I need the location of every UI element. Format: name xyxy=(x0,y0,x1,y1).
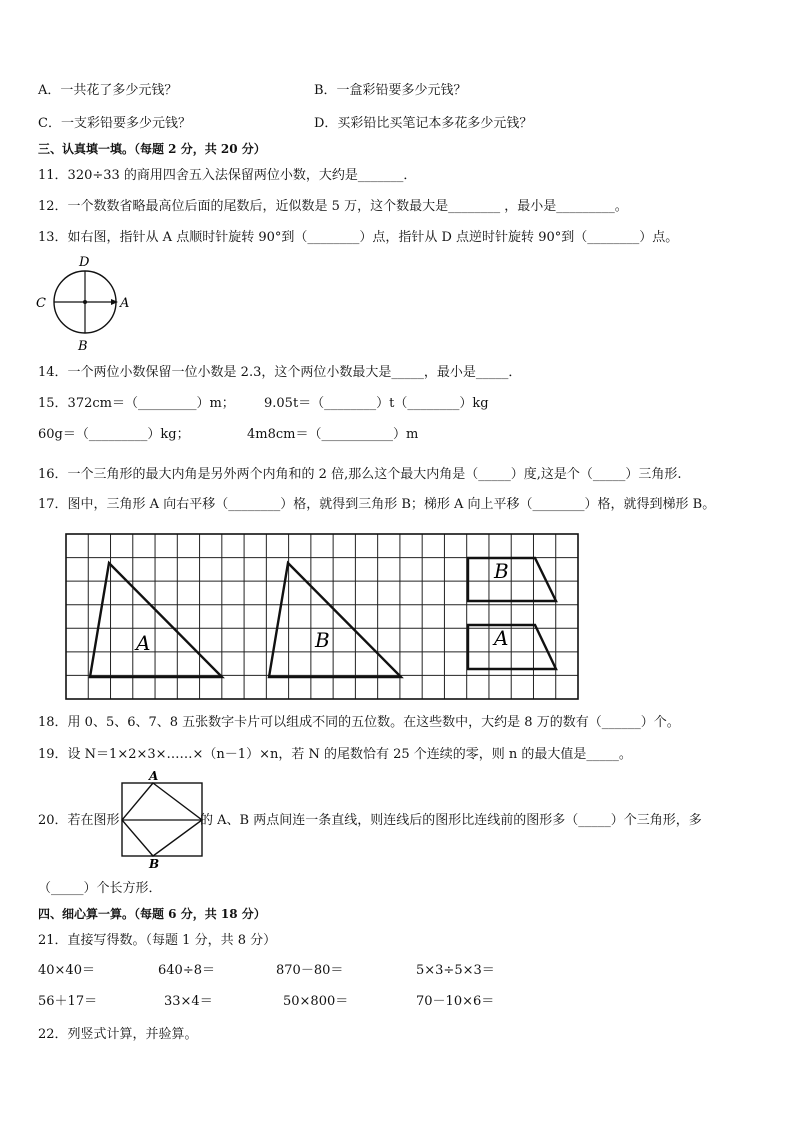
section-4-heading: 四、细心算一算。（每题 6 分，共 18 分） xyxy=(38,907,266,921)
question-12: 12．一个数数省略最高位后面的尾数后，近似数是 5 万，这个数最大是________ ，最小是_________。 xyxy=(38,199,628,214)
question-15-part-3: 60g＝（_________）kg； xyxy=(38,427,190,442)
clock-figure xyxy=(36,252,146,354)
clock-label-c: C xyxy=(36,296,46,311)
clock-label-a: A xyxy=(120,296,130,311)
triangle-a-shape xyxy=(90,563,222,677)
rectangle-rhombus-figure xyxy=(118,768,208,872)
rect-label-b: B xyxy=(149,857,160,871)
triangle-a-label: A xyxy=(136,631,151,655)
calc-item: 50×800＝ xyxy=(283,994,349,1009)
question-15-part-2: 9.05t＝（________）t（________）kg xyxy=(264,396,489,411)
calc-item: 870－80＝ xyxy=(276,963,344,978)
trapezoid-b-label: B xyxy=(494,559,509,583)
rect-label-a: A xyxy=(149,769,159,783)
question-15-part-4: 4m8cm＝（___________）m xyxy=(247,427,419,442)
question-19: 19．设 N＝1×2×3×……×（n－1）×n，若 N 的尾数恰有 25 个连续的零，则 n 的最大值是_____。 xyxy=(38,747,632,762)
question-18: 18．用 0、5、6、7、8 五张数字卡片可以组成不同的五位数。在这些数中，大约是 8 万的数有（______）个。 xyxy=(38,715,680,730)
trapezoid-a-label: A xyxy=(494,626,509,650)
question-11: 11．320÷33 的商用四舍五入法保留两位小数，大约是_______． xyxy=(38,168,417,183)
calc-item: 40×40＝ xyxy=(38,963,95,978)
clock-label-b: B xyxy=(78,339,88,354)
question-20-end: （_____）个长方形． xyxy=(38,881,162,896)
question-20-start: 20．若在图形 xyxy=(38,813,120,828)
section-3-heading: 三、认真填一填。（每题 2 分，共 20 分） xyxy=(38,142,266,156)
trapezoid-b-shape xyxy=(468,558,556,601)
question-21-title: 21．直接写得数。（每题 1 分，共 8 分） xyxy=(38,933,277,948)
option-c: C．一支彩铅要多少元钱？ xyxy=(38,116,191,131)
calc-item: 70－10×6＝ xyxy=(416,994,495,1009)
translation-grid-figure xyxy=(66,534,580,700)
calc-item: 5×3÷5×3＝ xyxy=(416,963,495,978)
calc-item: 56＋17＝ xyxy=(38,994,98,1009)
option-b: B．一盒彩铅要多少元钱？ xyxy=(314,83,467,98)
trapezoid-a-shape xyxy=(468,625,556,669)
question-13: 13．如右图，指针从 A 点顺时针旋转 90°到（________）点，指针从 D 点逆时针旋转 90°到（________）点。 xyxy=(38,230,679,245)
clock-label-d: D xyxy=(79,255,90,270)
question-16: 16．一个三角形的最大内角是另外两个内角和的 2 倍,那么这个最大内角是（_____）度,这是个（_____）三角形. xyxy=(38,467,682,482)
question-22: 22．列竖式计算，并验算。 xyxy=(38,1027,198,1042)
question-17: 17．图中，三角形 A 向右平移（________）格，就得到三角形 B；梯形 A 向上平移（________）格，就得到梯形 B。 xyxy=(38,497,716,512)
calc-item: 33×4＝ xyxy=(164,994,213,1009)
question-14: 14．一个两位小数保留一位小数是 2.3，这个两位小数最大是_____，最小是_____． xyxy=(38,365,522,380)
question-20-middle: 的 A、B 两点间连一条直线，则连线后的图形比连线前的图形多（_____）个三角形，多 xyxy=(200,813,702,828)
calc-item: 640÷8＝ xyxy=(158,963,215,978)
option-a: A．一共花了多少元钱？ xyxy=(38,83,178,98)
question-15-part-1: 15．372cm＝（_________）m； xyxy=(38,396,235,411)
option-d: D．买彩铅比买笔记本多花多少元钱？ xyxy=(314,116,533,131)
triangle-b-label: B xyxy=(315,628,330,652)
